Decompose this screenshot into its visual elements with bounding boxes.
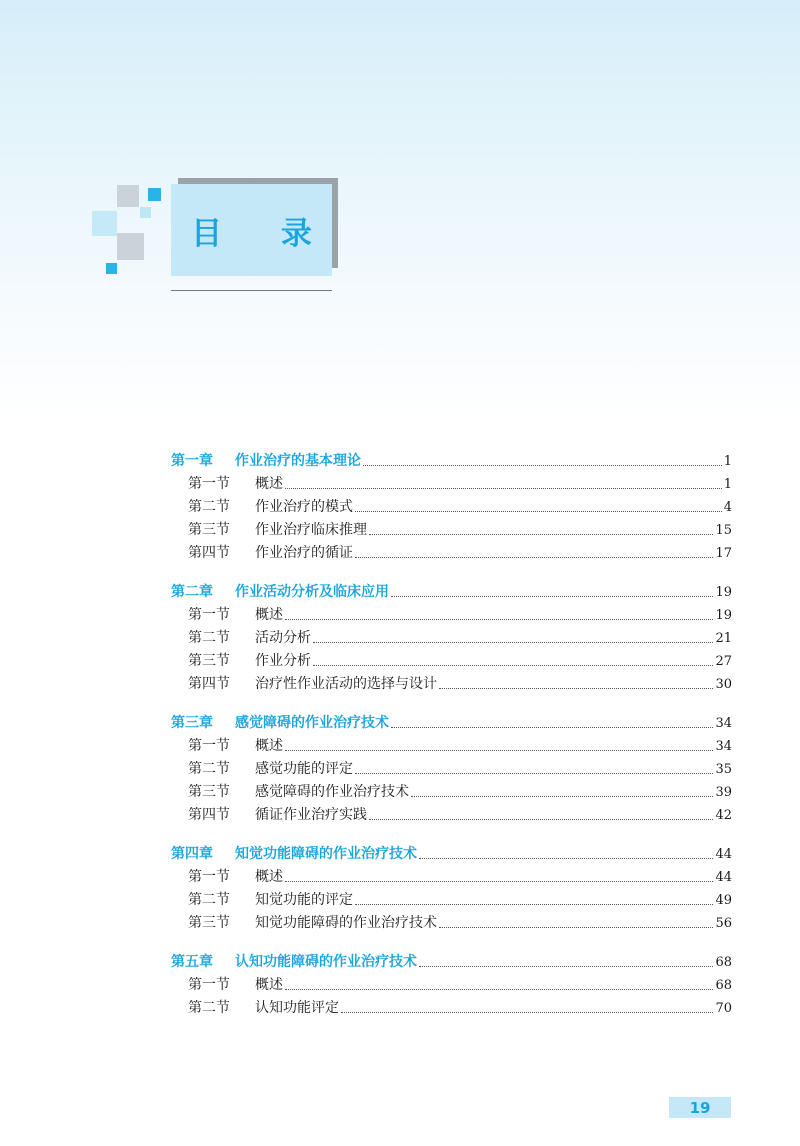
toc-section-title: 活动分析 — [255, 630, 311, 646]
toc-chapter-title: 认知功能障碍的作业治疗技术 — [235, 954, 417, 970]
toc-chapter-title: 作业治疗的基本理论 — [235, 453, 361, 469]
toc-section[interactable] — [171, 758, 732, 781]
toc-section-number: 第一节 — [188, 977, 230, 993]
toc-section-title: 认知功能评定 — [255, 1000, 339, 1016]
toc-section-page: 68 — [715, 978, 732, 993]
page-number: 19 — [669, 1097, 731, 1118]
dot-leader — [439, 687, 713, 689]
dot-leader — [355, 510, 722, 512]
toc-section[interactable] — [171, 519, 732, 542]
toc-section-title: 概述 — [255, 869, 283, 885]
toc-section[interactable] — [171, 650, 732, 673]
toc-chapter-number: 第一章 — [171, 453, 213, 469]
toc-chapter[interactable] — [171, 843, 732, 866]
toc-section[interactable] — [171, 804, 732, 827]
toc-section[interactable] — [171, 473, 732, 496]
toc-section[interactable] — [171, 889, 732, 912]
toc-section-page: 34 — [715, 739, 732, 754]
toc-section-number: 第一节 — [188, 738, 230, 754]
decorative-square — [148, 188, 161, 201]
decorative-square — [140, 207, 151, 218]
toc-section-title: 循证作业治疗实践 — [255, 807, 367, 823]
dot-leader — [419, 857, 713, 859]
dot-leader — [285, 487, 722, 489]
decorative-square — [92, 211, 117, 236]
toc-chapter-number: 第五章 — [171, 954, 213, 970]
toc-section-number: 第一节 — [188, 476, 230, 492]
toc-section-page: 4 — [723, 500, 732, 515]
toc-section[interactable] — [171, 673, 732, 696]
toc-section-title: 概述 — [255, 476, 283, 492]
chapter-group — [171, 951, 732, 1020]
toc-chapter-number: 第三章 — [171, 715, 213, 731]
dot-leader — [313, 664, 713, 666]
toc-chapter-title: 知觉功能障碍的作业治疗技术 — [235, 846, 417, 862]
toc-section-page: 30 — [715, 677, 732, 692]
toc-chapter[interactable] — [171, 450, 732, 473]
dot-leader — [285, 988, 713, 990]
toc-section-number: 第四节 — [188, 807, 230, 823]
dot-leader — [355, 772, 713, 774]
toc-section-page: 39 — [715, 785, 732, 800]
title-underline — [171, 290, 332, 291]
toc-chapter[interactable] — [171, 712, 732, 735]
toc-section-number: 第三节 — [188, 915, 230, 931]
toc-chapter-page: 1 — [723, 454, 732, 469]
page-title: 目 录 — [191, 215, 336, 252]
toc-section-page: 56 — [715, 916, 732, 931]
toc-section-title: 概述 — [255, 607, 283, 623]
toc-section[interactable] — [171, 866, 732, 889]
toc-chapter[interactable] — [171, 581, 732, 604]
toc-section-page: 17 — [715, 546, 732, 561]
toc-section-title: 治疗性作业活动的选择与设计 — [255, 676, 437, 692]
dot-leader — [363, 464, 722, 466]
toc-section-title: 概述 — [255, 977, 283, 993]
dot-leader — [391, 595, 713, 597]
toc-section-number: 第一节 — [188, 869, 230, 885]
toc-section-title: 知觉功能障碍的作业治疗技术 — [255, 915, 437, 931]
toc-section-title: 感觉功能的评定 — [255, 761, 353, 777]
toc-chapter-title: 作业活动分析及临床应用 — [235, 584, 389, 600]
dot-leader — [285, 880, 713, 882]
toc-chapter-page: 34 — [715, 716, 732, 731]
decorative-square — [106, 263, 117, 274]
toc-section-page: 27 — [715, 654, 732, 669]
toc-section-number: 第四节 — [188, 545, 230, 561]
decorative-square — [117, 233, 144, 260]
toc-section[interactable] — [171, 912, 732, 935]
toc-section-page: 42 — [715, 808, 732, 823]
toc-section[interactable] — [171, 496, 732, 519]
toc-section[interactable] — [171, 627, 732, 650]
toc-chapter-page: 68 — [715, 955, 732, 970]
dot-leader — [439, 926, 713, 928]
toc-section-number: 第三节 — [188, 522, 230, 538]
toc-section-title: 作业治疗临床推理 — [255, 522, 367, 538]
dot-leader — [411, 795, 713, 797]
dot-leader — [285, 618, 713, 620]
toc-section-number: 第四节 — [188, 676, 230, 692]
chapter-group — [171, 712, 732, 827]
toc-section-title: 概述 — [255, 738, 283, 754]
toc-section-title: 知觉功能的评定 — [255, 892, 353, 908]
dot-leader — [313, 641, 713, 643]
toc-chapter-title: 感觉障碍的作业治疗技术 — [235, 715, 389, 731]
toc-chapter-number: 第四章 — [171, 846, 213, 862]
table-of-contents — [171, 450, 732, 1036]
toc-section-page: 70 — [715, 1001, 732, 1016]
toc-section-page: 15 — [715, 523, 732, 538]
dot-leader — [341, 1011, 713, 1013]
toc-section-number: 第二节 — [188, 892, 230, 908]
chapter-group — [171, 843, 732, 935]
toc-section-number: 第二节 — [188, 1000, 230, 1016]
toc-section-page: 1 — [723, 477, 732, 492]
toc-chapter-number: 第二章 — [171, 584, 213, 600]
toc-section[interactable] — [171, 604, 732, 627]
toc-section-page: 19 — [715, 608, 732, 623]
chapter-group — [171, 581, 732, 696]
dot-leader — [419, 965, 713, 967]
dot-leader — [369, 533, 713, 535]
toc-section-number: 第三节 — [188, 653, 230, 669]
toc-section-title: 作业治疗的循证 — [255, 545, 353, 561]
toc-section-number: 第一节 — [188, 607, 230, 623]
toc-section-page: 44 — [715, 870, 732, 885]
title-box — [171, 184, 336, 276]
toc-section[interactable] — [171, 974, 732, 997]
toc-section-title: 作业分析 — [255, 653, 311, 669]
toc-section[interactable] — [171, 997, 732, 1020]
toc-section-number: 第二节 — [188, 630, 230, 646]
dot-leader — [355, 556, 713, 558]
toc-section-title: 作业治疗的模式 — [255, 499, 353, 515]
toc-chapter[interactable] — [171, 951, 732, 974]
toc-section-number: 第二节 — [188, 761, 230, 777]
toc-chapter-page: 19 — [715, 585, 732, 600]
toc-section-page: 49 — [715, 893, 732, 908]
dot-leader — [369, 818, 713, 820]
dot-leader — [285, 749, 713, 751]
chapter-group — [171, 450, 732, 565]
toc-section-page: 21 — [715, 631, 732, 646]
decorative-square — [117, 185, 139, 207]
toc-section-number: 第三节 — [188, 784, 230, 800]
toc-section-number: 第二节 — [188, 499, 230, 515]
toc-section-title: 感觉障碍的作业治疗技术 — [255, 784, 409, 800]
toc-section-page: 35 — [715, 762, 732, 777]
toc-chapter-page: 44 — [715, 847, 732, 862]
toc-section[interactable] — [171, 735, 732, 758]
dot-leader — [355, 903, 713, 905]
dot-leader — [391, 726, 713, 728]
toc-section[interactable] — [171, 542, 732, 565]
toc-section[interactable] — [171, 781, 732, 804]
